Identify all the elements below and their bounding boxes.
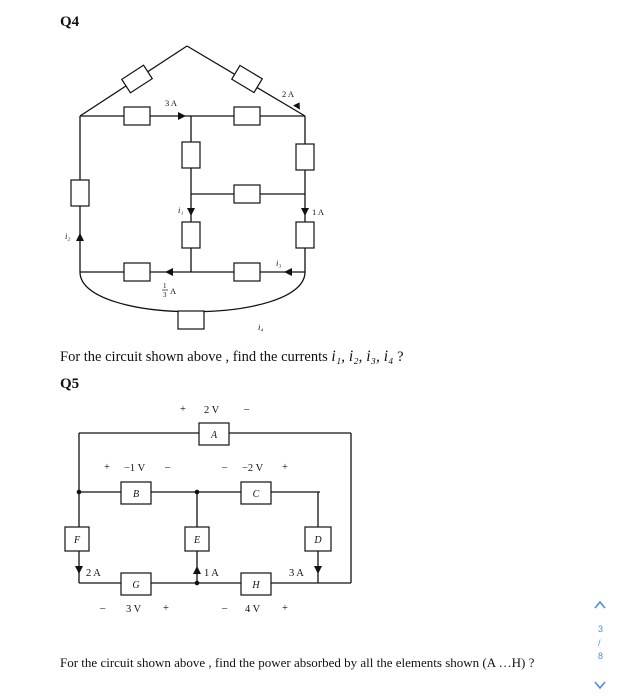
- q4-question-text: For the circuit shown above , find the currents: [60, 349, 332, 365]
- q4-arrow-1a: [301, 208, 309, 216]
- q5-node-middle: [195, 490, 200, 495]
- page-total: 8: [598, 651, 604, 661]
- q4-resistor-roof-left: [122, 65, 153, 93]
- q5-element-d: D: [314, 535, 322, 546]
- q5-element-c: C: [252, 489, 260, 500]
- q5-plus-h: +: [282, 603, 288, 614]
- q5-label-ie: 1 A: [204, 568, 219, 579]
- chevron-down-icon[interactable]: [592, 678, 608, 692]
- q4-resistor-middle-upper: [182, 142, 200, 168]
- q4-arrow-i3: [284, 268, 292, 276]
- q5-plus-c: +: [282, 462, 288, 473]
- q4-label-frac-a: A: [170, 286, 177, 296]
- q5-label-id: 3 A: [289, 568, 304, 579]
- q4-label-i1: i₁: [178, 205, 184, 215]
- q4-wire-bottom-arc: [80, 272, 305, 312]
- q4-resistor-right-upper: [296, 144, 314, 170]
- q5-arrow-f: [75, 566, 83, 574]
- q5-circuit-wires: [79, 433, 351, 583]
- q4-arrow-i1: [187, 208, 195, 216]
- q4-label-1a: 1 A: [312, 207, 325, 217]
- q5-element-f: F: [73, 535, 81, 546]
- q5-minus-g: –: [100, 603, 106, 614]
- q5-element-g: G: [132, 580, 140, 591]
- q5-label-vh: 4 V: [245, 604, 261, 615]
- q4-arrow-3a: [178, 112, 186, 120]
- q5-node-left: [77, 490, 82, 495]
- q5-label-vc: −2 V: [242, 463, 264, 474]
- q4-label-i2: i₂: [65, 231, 71, 241]
- q5-label-vg: 3 V: [126, 604, 142, 615]
- q5-label-va: 2 V: [204, 405, 220, 416]
- q5-element-h: H: [252, 580, 260, 591]
- page-current: 3: [598, 624, 604, 634]
- q5-element-a: A: [210, 430, 218, 441]
- q4-resistor-bottom-left: [124, 263, 150, 281]
- q4-question-vars: i₁, i₂, i₃, i₄: [331, 348, 394, 365]
- q5-minus-b: –: [165, 462, 171, 473]
- q4-label-i3: i₃: [276, 258, 282, 268]
- q4-resistor-bottom-arc: [178, 311, 204, 329]
- q4-resistor-middle-horizontal: [234, 185, 260, 203]
- q5-minus-c: –: [222, 462, 228, 473]
- q5-plus-b: +: [104, 462, 110, 473]
- q4-resistor-left: [71, 180, 89, 206]
- q5-minus-h: –: [222, 603, 228, 614]
- q4-arrow-third-a: [165, 268, 173, 276]
- q4-label-i4: i₄: [258, 322, 264, 332]
- q4-title: Q4: [60, 14, 80, 30]
- q5-plus-g: +: [163, 603, 169, 614]
- q5-element-b: B: [132, 489, 140, 500]
- q5-label-if: 2 A: [86, 568, 101, 579]
- q5-plus-a: +: [180, 404, 186, 415]
- q4-label-frac-num: 1: [163, 282, 167, 290]
- q4-arrow-2a: [293, 100, 303, 109]
- q5-title: Q5: [60, 376, 80, 392]
- q4-label-frac-den: 3: [163, 291, 167, 299]
- page-navigator: [592, 598, 616, 698]
- q5-question: For the circuit shown above , find the power absorbed by all the elements shown (A …H) ?: [60, 655, 535, 670]
- q5-minus-a: –: [244, 404, 250, 415]
- q5-element-e: E: [193, 535, 201, 546]
- q4-resistor-bottom-right: [234, 263, 260, 281]
- q4-label-2a: 2 A: [282, 89, 295, 99]
- q4-arrow-i2: [76, 233, 84, 241]
- q5-node-bottom: [195, 581, 200, 586]
- q4-resistor-right-lower: [296, 222, 314, 248]
- q4-label-3a: 3 A: [165, 98, 178, 108]
- q5-arrow-d: [314, 566, 322, 574]
- chevron-up-icon[interactable]: [592, 598, 608, 612]
- q4-resistor-top-right: [234, 107, 260, 125]
- q5-arrow-e: [193, 566, 201, 574]
- q4-question-end: ?: [393, 349, 404, 365]
- page-separator: /: [598, 638, 601, 648]
- q4-question: [60, 348, 404, 366]
- q4-resistor-top-left: [124, 107, 150, 125]
- q4-resistor-middle-lower: [182, 222, 200, 248]
- q5-label-vb: −1 V: [124, 463, 146, 474]
